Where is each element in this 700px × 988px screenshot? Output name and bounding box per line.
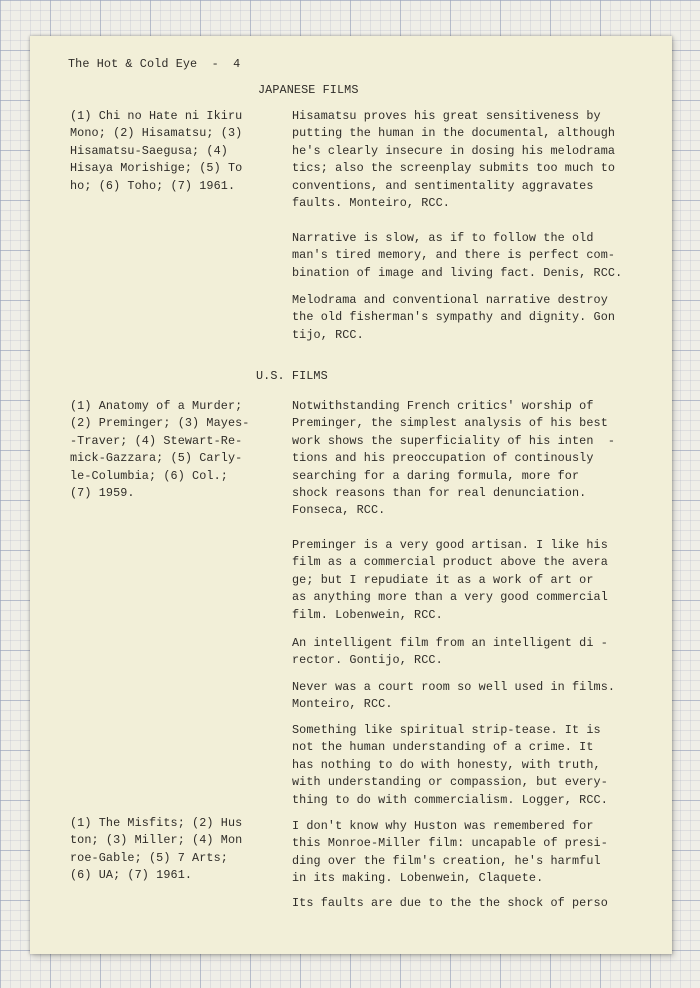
credit-line: Hisamatsu-Saegusa; (4) bbox=[70, 143, 228, 158]
review-line: An intelligent film from an intelligent di - bbox=[292, 636, 608, 650]
review-line: Notwithstanding French critics' worship of bbox=[292, 399, 594, 413]
review-line: he's clearly insecure in dosing his melodrama bbox=[292, 143, 616, 158]
review-line: bination of image and living fact. Denis, RCC. bbox=[292, 265, 623, 280]
review-line: Something like spiritual strip-tease. It is bbox=[292, 723, 601, 737]
review-truncated bbox=[292, 895, 608, 912]
review-gontijo-us bbox=[292, 635, 608, 670]
review-line: searching for a daring formula, more for bbox=[292, 468, 580, 483]
credits-the-misfits bbox=[70, 815, 242, 885]
review-line: film. Lobenwein, RCC. bbox=[292, 607, 443, 622]
review-line: work shows the superficiality of his inten - bbox=[292, 433, 616, 448]
review-lobenwein-claquete bbox=[292, 818, 608, 888]
review-line: ge; but I repudiate it as a work of art or bbox=[292, 572, 594, 587]
running-title: The Hot & Cold Eye - 4 bbox=[68, 57, 241, 71]
review-line: Preminger is a very good artisan. I like his bbox=[292, 538, 608, 552]
review-line: putting the human in the documental, although bbox=[292, 126, 616, 141]
review-line: has nothing to do with honesty, with truth, bbox=[292, 757, 601, 772]
section-heading-us: U.S. FILMS bbox=[256, 369, 328, 383]
review-line: Fonseca, RCC. bbox=[292, 503, 386, 518]
review-line: conventions, and sentimentality aggravates bbox=[292, 178, 594, 193]
review-monteiro-jp bbox=[292, 108, 615, 212]
review-line: as anything more than a very good commercial bbox=[292, 590, 608, 605]
credit-line: ho; (6) Toho; (7) 1961. bbox=[70, 178, 236, 193]
review-line: with understanding or compassion, but every- bbox=[292, 775, 608, 790]
credit-line: (2) Preminger; (3) Mayes- bbox=[70, 416, 250, 431]
section-heading-japanese: JAPANESE FILMS bbox=[258, 83, 359, 97]
review-line: tijo, RCC. bbox=[292, 327, 364, 342]
typewritten-page bbox=[30, 36, 672, 954]
review-line: faults. Monteiro, RCC. bbox=[292, 196, 450, 211]
credit-line: (1) Chi no Hate ni Ikiru bbox=[70, 109, 243, 123]
review-fonseca bbox=[292, 398, 615, 520]
review-line: this Monroe-Miller film: uncapable of presi- bbox=[292, 836, 608, 851]
credit-line: -Traver; (4) Stewart-Re- bbox=[70, 433, 243, 448]
credit-line: (1) The Misfits; (2) Hus bbox=[70, 816, 243, 830]
review-logger bbox=[292, 722, 608, 809]
review-line: in its making. Lobenwein, Claquete. bbox=[292, 871, 544, 886]
review-line: film as a commercial product above the avera bbox=[292, 555, 608, 570]
review-line: thing to do with commercialism. Logger, RCC. bbox=[292, 792, 608, 807]
review-line: I don't know why Huston was remembered for bbox=[292, 819, 594, 833]
review-line: rector. Gontijo, RCC. bbox=[292, 653, 443, 668]
review-line: Never was a court room so well used in films. bbox=[292, 680, 616, 694]
credit-line: ton; (3) Miller; (4) Mon bbox=[70, 833, 243, 848]
review-line: Narrative is slow, as if to follow the old bbox=[292, 231, 594, 245]
credit-line: mick-Gazzara; (5) Carly- bbox=[70, 451, 243, 466]
credit-line: (6) UA; (7) 1961. bbox=[70, 868, 193, 883]
review-line: Melodrama and conventional narrative destroy bbox=[292, 293, 608, 307]
review-line: the old fisherman's sympathy and dignity. Gon bbox=[292, 310, 616, 325]
review-line: Monteiro, RCC. bbox=[292, 697, 393, 712]
review-line: tions and his preoccupation of continously bbox=[292, 451, 594, 466]
credit-line: Mono; (2) Hisamatsu; (3) bbox=[70, 126, 243, 141]
review-denis-jp bbox=[292, 230, 622, 282]
review-monteiro-us bbox=[292, 679, 615, 714]
credit-line: (7) 1959. bbox=[70, 486, 135, 501]
review-line: Preminger, the simplest analysis of his best bbox=[292, 416, 608, 431]
review-gontijo-jp bbox=[292, 292, 615, 344]
credits-chi-no-hate bbox=[70, 108, 242, 195]
review-line: not the human understanding of a crime. It bbox=[292, 740, 594, 755]
credit-line: Hisaya Morishige; (5) To bbox=[70, 161, 243, 176]
review-line: shock reasons than for real denunciation. bbox=[292, 486, 587, 501]
credit-line: (1) Anatomy of a Murder; bbox=[70, 399, 243, 413]
review-line: man's tired memory, and there is perfect com- bbox=[292, 248, 616, 263]
credit-line: le-Columbia; (6) Col.; bbox=[70, 468, 228, 483]
review-line: ding over the film's creation, he's harmful bbox=[292, 853, 601, 868]
review-line: tics; also the screenplay submits too much to bbox=[292, 161, 616, 176]
credit-line: roe-Gable; (5) 7 Arts; bbox=[70, 850, 228, 865]
review-line: Hisamatsu proves his great sensitiveness by bbox=[292, 109, 601, 123]
review-lobenwein-preminger bbox=[292, 537, 608, 624]
review-line: Its faults are due to the the shock of perso bbox=[292, 896, 608, 910]
credits-anatomy-of-a-murder bbox=[70, 398, 249, 502]
